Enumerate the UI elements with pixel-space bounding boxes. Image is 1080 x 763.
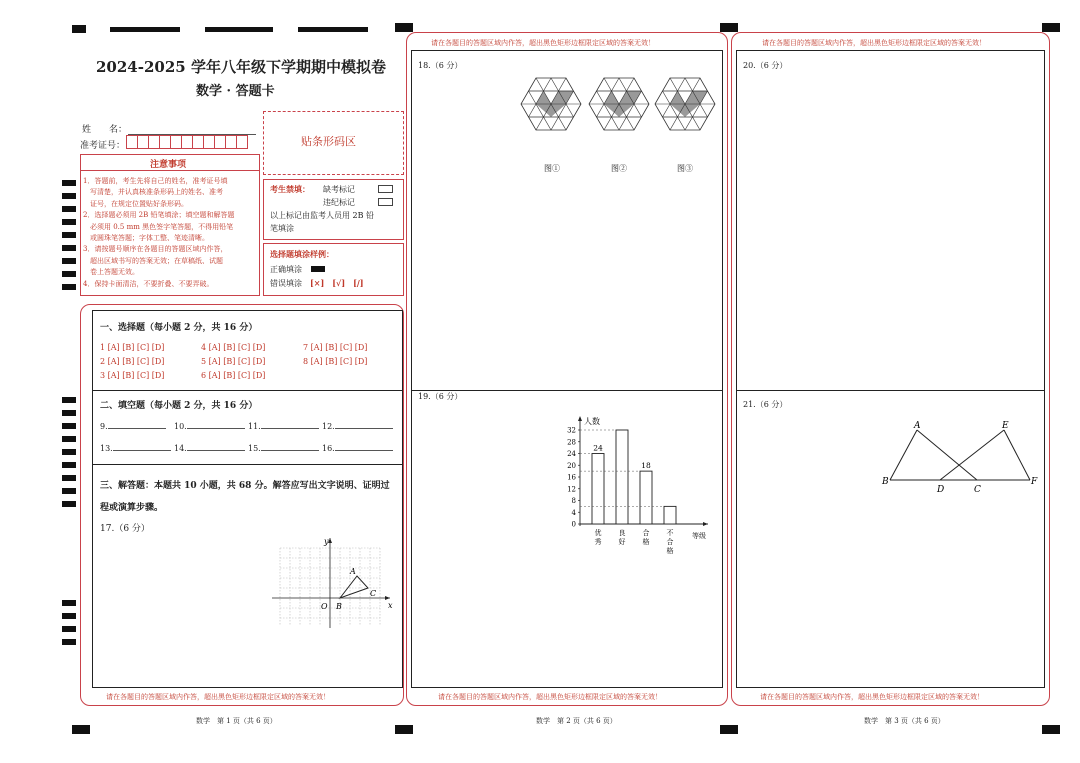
page3-header-warn: 请在各题目的答题区域内作答，超出黑色矩形边框限定区域的答案无效！	[762, 39, 986, 47]
bar-不合格	[664, 506, 676, 524]
bar-良好	[616, 430, 628, 524]
q19-bar-chart	[560, 412, 720, 562]
page1-number: 数学 第 1 页（共 6 页）	[196, 717, 277, 725]
q17-pt-c: C	[370, 589, 377, 598]
x-axis-arrow	[703, 522, 708, 526]
q17-origin: O	[321, 602, 328, 611]
q20-label: 20.（6 分）	[743, 61, 788, 70]
ban-label: 考生禁填：	[270, 184, 310, 194]
category-label: 良好	[618, 529, 626, 546]
fig3-label: 图③	[677, 164, 693, 173]
violation-mark-label: 违纪标记	[323, 198, 355, 207]
exam-subtitle: 数学 · 答题卡	[196, 84, 275, 99]
hexagon-figure-1	[521, 78, 581, 130]
page2-number: 数学 第 2 页（共 6 页）	[536, 717, 617, 725]
hexagon-figure-2	[589, 78, 649, 130]
name-label: 姓 名：	[82, 125, 128, 135]
y-tick-label: 24	[567, 450, 576, 458]
y-tick-label: 20	[567, 461, 576, 470]
q17-axis-y: y	[324, 537, 329, 546]
section3-title: 三、解答题：本题共 10 小题，共 68 分。解答应写出文字说明、证明过	[100, 481, 390, 491]
page1-inner-frame	[92, 310, 403, 688]
notice-title: 注意事项	[150, 160, 187, 170]
chart-xlabel: 等级	[692, 532, 706, 540]
sample-correct-label: 正确填涂	[270, 265, 302, 274]
chart-ylabel: 人数	[584, 417, 600, 426]
sample-wrong-marks: [×] [√] [/]	[310, 278, 364, 288]
exam-title: 2024-2025 学年八年级下学期期中模拟卷	[96, 58, 386, 76]
tri-pt-a: A	[914, 421, 921, 431]
y-tick-label: 0	[571, 520, 576, 529]
bar-优秀	[592, 454, 604, 525]
page1-footer-warn: 请在各题目的答题区域内作答，超出黑色矩形边框限定区域的答案无效！	[106, 693, 330, 701]
hexagon-figure-3	[655, 78, 715, 130]
category-label: 优秀	[594, 529, 602, 546]
q17-pt-b: B	[336, 602, 342, 611]
q18-hexagon-figures	[518, 74, 722, 134]
page2-header-warn: 请在各题目的答题区域内作答，超出黑色矩形边框限定区域的答案无效！	[431, 39, 655, 47]
notice-list: 1．答题前，考生先将自己的姓名，准考证号填 写清楚，并认真核准条形码上的姓名、准考 证号，在规定位置贴好条形码。 2．选择题必须用 2B 铅笔填涂；填空题和解答题 必须用 0.5 mm 黑色签字笔答题，不得用铅笔 或圆珠笔答题；字体工整、笔迹清晰。 3．请按题号顺序在各题目的答题区域内作答， 超出区域书写的答案无效；在草稿纸、试题 卷上答题无效。 4．保持卡面清洁，不要折叠、不要弄破。	[83, 177, 235, 288]
absent-mark-label: 缺考标记	[323, 185, 355, 194]
section2-title: 二、填空题（每小题 2 分，共 16 分）	[100, 401, 258, 411]
category-label: 不合格	[666, 529, 674, 555]
q17-pt-a: A	[350, 567, 356, 576]
q21-triangles	[880, 416, 1046, 500]
page3-number: 数学 第 3 页（共 6 页）	[864, 717, 945, 725]
category-label: 合格	[642, 529, 650, 546]
y-tick-label: 4	[571, 508, 576, 517]
y-tick-label: 28	[567, 438, 576, 447]
q17-label: 17.（6 分）	[100, 524, 150, 534]
q18-label: 18.（6 分）	[418, 61, 463, 70]
y-axis-arrow	[578, 416, 582, 421]
section1-title: 一、选择题（每小题 2 分，共 16 分）	[100, 323, 258, 333]
bar-data-label: 18	[641, 461, 651, 471]
y-tick-label: 32	[567, 426, 576, 435]
barcode-label: 贴条形码区	[301, 135, 356, 148]
y-tick-label: 12	[567, 485, 576, 494]
bar-data-label: 24	[593, 443, 603, 453]
q21-label: 21.（6 分）	[743, 400, 788, 409]
tri-pt-e: E	[1002, 421, 1009, 431]
q17-coordinate-grid	[272, 536, 398, 628]
section3-title-2: 程或演算步骤。	[100, 503, 164, 513]
fig1-label: 图①	[544, 164, 560, 173]
absent-mark-box[interactable]	[378, 185, 393, 193]
page2-footer-warn: 请在各题目的答题区域内作答，超出黑色矩形边框限定区域的答案无效！	[438, 693, 662, 701]
tri-pt-d: D	[937, 485, 945, 495]
page3-q20-area	[736, 50, 1045, 391]
tri-pt-f: F	[1031, 477, 1038, 487]
bar-合格	[640, 471, 652, 524]
page3-footer-warn: 请在各题目的答题区域内作答，超出黑色矩形边框限定区域的答案无效！	[760, 693, 984, 701]
tri-pt-b: B	[882, 477, 889, 487]
q19-label: 19.（6 分）	[418, 392, 463, 401]
sample-wrong-label: 错误填涂	[270, 279, 302, 288]
fig2-label: 图②	[611, 164, 627, 173]
tri-pt-c: C	[974, 485, 981, 495]
y-tick-label: 16	[567, 473, 576, 482]
id-number-cells[interactable]	[126, 135, 247, 149]
ban-note: 以上标记由监考人员用 2B 铅	[270, 211, 375, 220]
sample-correct-fill	[311, 266, 325, 272]
id-label: 准考证号：	[80, 141, 126, 151]
sample-title: 选择题填涂样例：	[270, 249, 334, 259]
violation-mark-box[interactable]	[378, 198, 393, 206]
q17-axis-x: x	[388, 601, 393, 610]
ban-note-2: 笔填涂	[270, 224, 294, 233]
y-tick-label: 8	[571, 497, 576, 505]
